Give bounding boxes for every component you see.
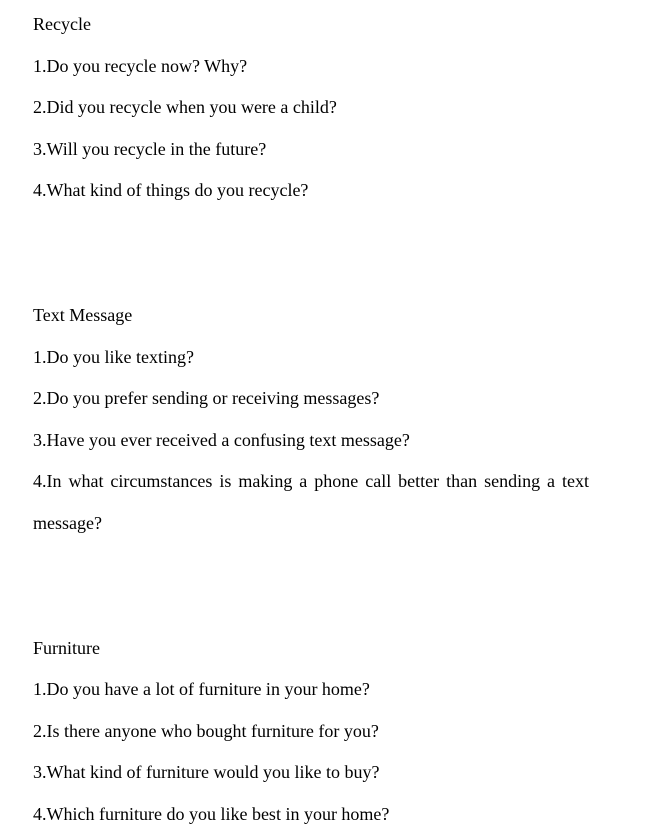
question-item: 3.Will you recycle in the future? [33, 139, 267, 159]
question-item: 3.Have you ever received a confusing text message? [33, 430, 410, 450]
question-item: 2.Is there anyone who bought furniture for you? [33, 721, 379, 741]
question-item-continuation: message? [33, 513, 102, 533]
section-title-text-message: Text Message [33, 305, 133, 325]
question-item: 3.What kind of furniture would you like to buy? [33, 762, 380, 782]
question-item: 2.Do you prefer sending or receiving messages? [33, 388, 380, 408]
question-item: 4.What kind of things do you recycle? [33, 180, 309, 200]
question-item: 4.Which furniture do you like best in your home? [33, 804, 390, 824]
question-item: 2.Did you recycle when you were a child? [33, 97, 337, 117]
section-title-recycle: Recycle [33, 14, 91, 34]
question-item: 1.Do you recycle now? Why? [33, 56, 248, 76]
question-item: 1.Do you like texting? [33, 347, 194, 367]
question-item: 1.Do you have a lot of furniture in your home? [33, 679, 370, 699]
question-item: 4.In what circumstances is making a phone call better than sending a text [33, 471, 589, 491]
section-title-furniture: Furniture [33, 638, 100, 658]
